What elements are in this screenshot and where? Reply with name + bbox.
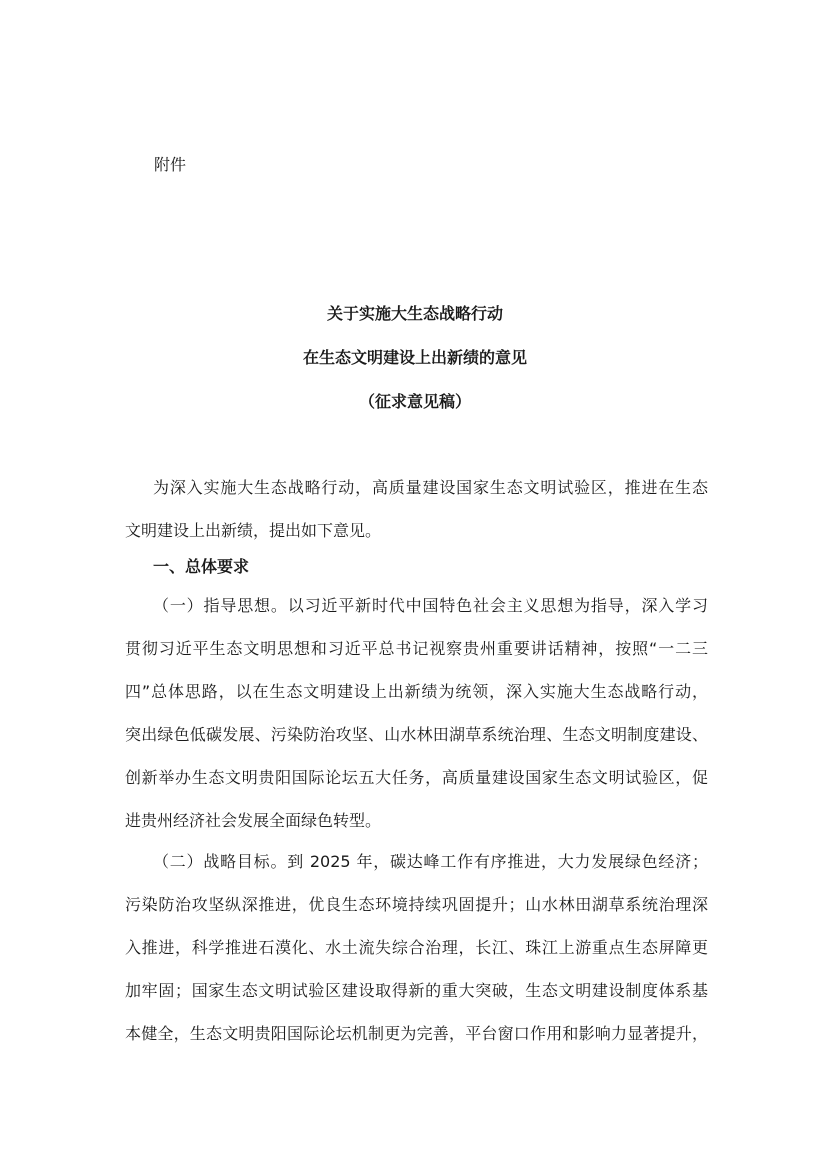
intro-line-1: 为深入实施大生态战略行动，高质量建设国家生态文明试验区，推进在生态 [153, 478, 708, 497]
guiding-line-1: （一）指导思想。以习近平新时代中国特色社会主义思想为指导，深入学习 [153, 596, 708, 615]
intro-line-2: 文明建设上出新绩，提出如下意见。 [125, 521, 382, 540]
document-body [125, 476, 708, 1065]
title-line-1: 关于实施大生态战略行动 [326, 304, 503, 323]
section-heading: 一、总体要求 [153, 557, 250, 576]
goals-line-4: 加牢固；国家生态文明试验区建设取得新的重大突破，生态文明建设制度体系基 [125, 981, 708, 1000]
document-title [125, 302, 705, 434]
guiding-line-4: 突出绿色低碳发展、污染防治攻坚、山水林田湖草系统治理、生态文明制度建设、 [125, 725, 708, 744]
goals-line-5: 本健全，生态文明贵阳国际论坛机制更为完善，平台窗口作用和影响力显著提升， [125, 1024, 708, 1043]
title-line-3: （征求意见稿） [358, 392, 471, 411]
attachment-label: 附件 [154, 155, 187, 174]
guiding-line-6: 进贵州经济社会发展全面绿色转型。 [125, 811, 382, 830]
guiding-line-3: 四”总体思路，以在生态文明建设上出新绩为统领，深入实施大生态战略行动， [125, 682, 708, 701]
goals-line-1: （二）战略目标。到 2025 年，碳达峰工作有序推进，大力发展绿色经济； [153, 852, 708, 871]
goals-line-3: 入推进，科学推进石漠化、水土流失综合治理，长江、珠江上游重点生态屏障更 [125, 938, 708, 957]
title-line-2: 在生态文明建设上出新绩的意见 [302, 348, 527, 367]
guiding-line-2: 贯彻习近平生态文明思想和习近平总书记视察贵州重要讲话精神，按照“一二三 [125, 639, 708, 658]
goals-line-2: 污染防治攻坚纵深推进，优良生态环境持续巩固提升；山水林田湖草系统治理深 [125, 895, 708, 914]
guiding-line-5: 创新举办生态文明贵阳国际论坛五大任务，高质量建设国家生态文明试验区，促 [125, 768, 708, 787]
